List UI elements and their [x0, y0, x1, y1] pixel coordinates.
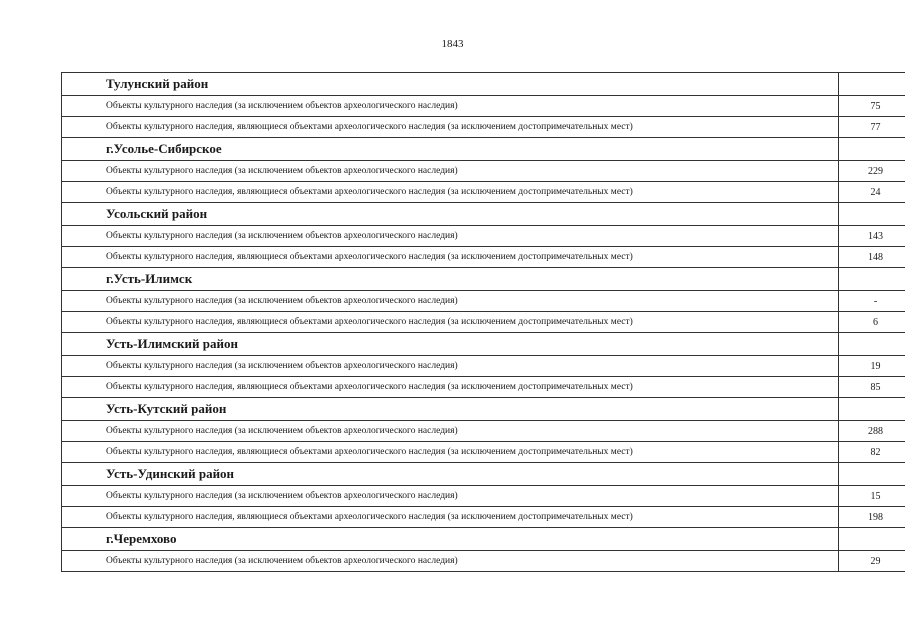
row-description: Объекты культурного наследия, являющиеся объектами археологического наследия (за исключением достопримечательных мест) — [62, 507, 839, 528]
district-value-cell — [839, 73, 905, 96]
row-description: Объекты культурного наследия (за исключением объектов археологического наследия) — [62, 226, 839, 247]
table-row — [62, 421, 905, 442]
table-row — [62, 182, 905, 203]
row-value: 148 — [839, 247, 905, 268]
district-name: г.Усть-Илимск — [62, 268, 839, 291]
row-value: 29 — [839, 551, 905, 572]
table-row — [62, 291, 905, 312]
district-name: Усть-Илимский район — [62, 333, 839, 356]
row-value: 15 — [839, 486, 905, 507]
row-description: Объекты культурного наследия, являющиеся объектами археологического наследия (за исключением достопримечательных мест) — [62, 117, 839, 138]
row-description: Объекты культурного наследия, являющиеся объектами археологического наследия (за исключением достопримечательных мест) — [62, 442, 839, 463]
district-header-row — [62, 333, 905, 356]
row-description: Объекты культурного наследия (за исключением объектов археологического наследия) — [62, 291, 839, 312]
district-header-row — [62, 203, 905, 226]
district-header-row — [62, 138, 905, 161]
row-value: 24 — [839, 182, 905, 203]
row-description: Объекты культурного наследия (за исключением объектов археологического наследия) — [62, 161, 839, 182]
district-header-row — [62, 268, 905, 291]
table-body — [62, 73, 905, 572]
row-value: 229 — [839, 161, 905, 182]
table-row — [62, 486, 905, 507]
district-name: г.Черемхово — [62, 528, 839, 551]
table-row — [62, 356, 905, 377]
district-value-cell — [839, 463, 905, 486]
district-value-cell — [839, 333, 905, 356]
row-description: Объекты культурного наследия (за исключением объектов археологического наследия) — [62, 551, 839, 572]
table-row — [62, 96, 905, 117]
row-value: - — [839, 291, 905, 312]
row-value: 143 — [839, 226, 905, 247]
row-description: Объекты культурного наследия, являющиеся объектами археологического наследия (за исключением достопримечательных мест) — [62, 247, 839, 268]
district-name: Тулунский район — [62, 73, 839, 96]
row-value: 198 — [839, 507, 905, 528]
district-name: Усольский район — [62, 203, 839, 226]
district-value-cell — [839, 528, 905, 551]
row-value: 85 — [839, 377, 905, 398]
table-row — [62, 377, 905, 398]
row-description: Объекты культурного наследия, являющиеся объектами археологического наследия (за исключением достопримечательных мест) — [62, 312, 839, 333]
table-row — [62, 117, 905, 138]
district-header-row — [62, 73, 905, 96]
heritage-table — [61, 72, 905, 572]
table-row — [62, 507, 905, 528]
row-description: Объекты культурного наследия (за исключением объектов археологического наследия) — [62, 96, 839, 117]
row-description: Объекты культурного наследия (за исключением объектов археологического наследия) — [62, 421, 839, 442]
district-header-row — [62, 463, 905, 486]
district-header-row — [62, 528, 905, 551]
row-value: 19 — [839, 356, 905, 377]
district-value-cell — [839, 268, 905, 291]
row-value: 6 — [839, 312, 905, 333]
row-description: Объекты культурного наследия (за исключением объектов археологического наследия) — [62, 356, 839, 377]
district-name: г.Усолье-Сибирское — [62, 138, 839, 161]
table-row — [62, 161, 905, 182]
row-value: 288 — [839, 421, 905, 442]
table-row — [62, 442, 905, 463]
row-description: Объекты культурного наследия, являющиеся объектами археологического наследия (за исключением достопримечательных мест) — [62, 377, 839, 398]
table-row — [62, 312, 905, 333]
district-value-cell — [839, 203, 905, 226]
table-row — [62, 247, 905, 268]
district-value-cell — [839, 398, 905, 421]
row-value: 82 — [839, 442, 905, 463]
row-description: Объекты культурного наследия (за исключением объектов археологического наследия) — [62, 486, 839, 507]
row-value: 77 — [839, 117, 905, 138]
district-name: Усть-Кутский район — [62, 398, 839, 421]
page-number: 1843 — [441, 38, 464, 50]
district-value-cell — [839, 138, 905, 161]
district-name: Усть-Удинский район — [62, 463, 839, 486]
row-description: Объекты культурного наследия, являющиеся объектами археологического наследия (за исключением достопримечательных мест) — [62, 182, 839, 203]
table-row — [62, 226, 905, 247]
row-value: 75 — [839, 96, 905, 117]
district-header-row — [62, 398, 905, 421]
table-row — [62, 551, 905, 572]
